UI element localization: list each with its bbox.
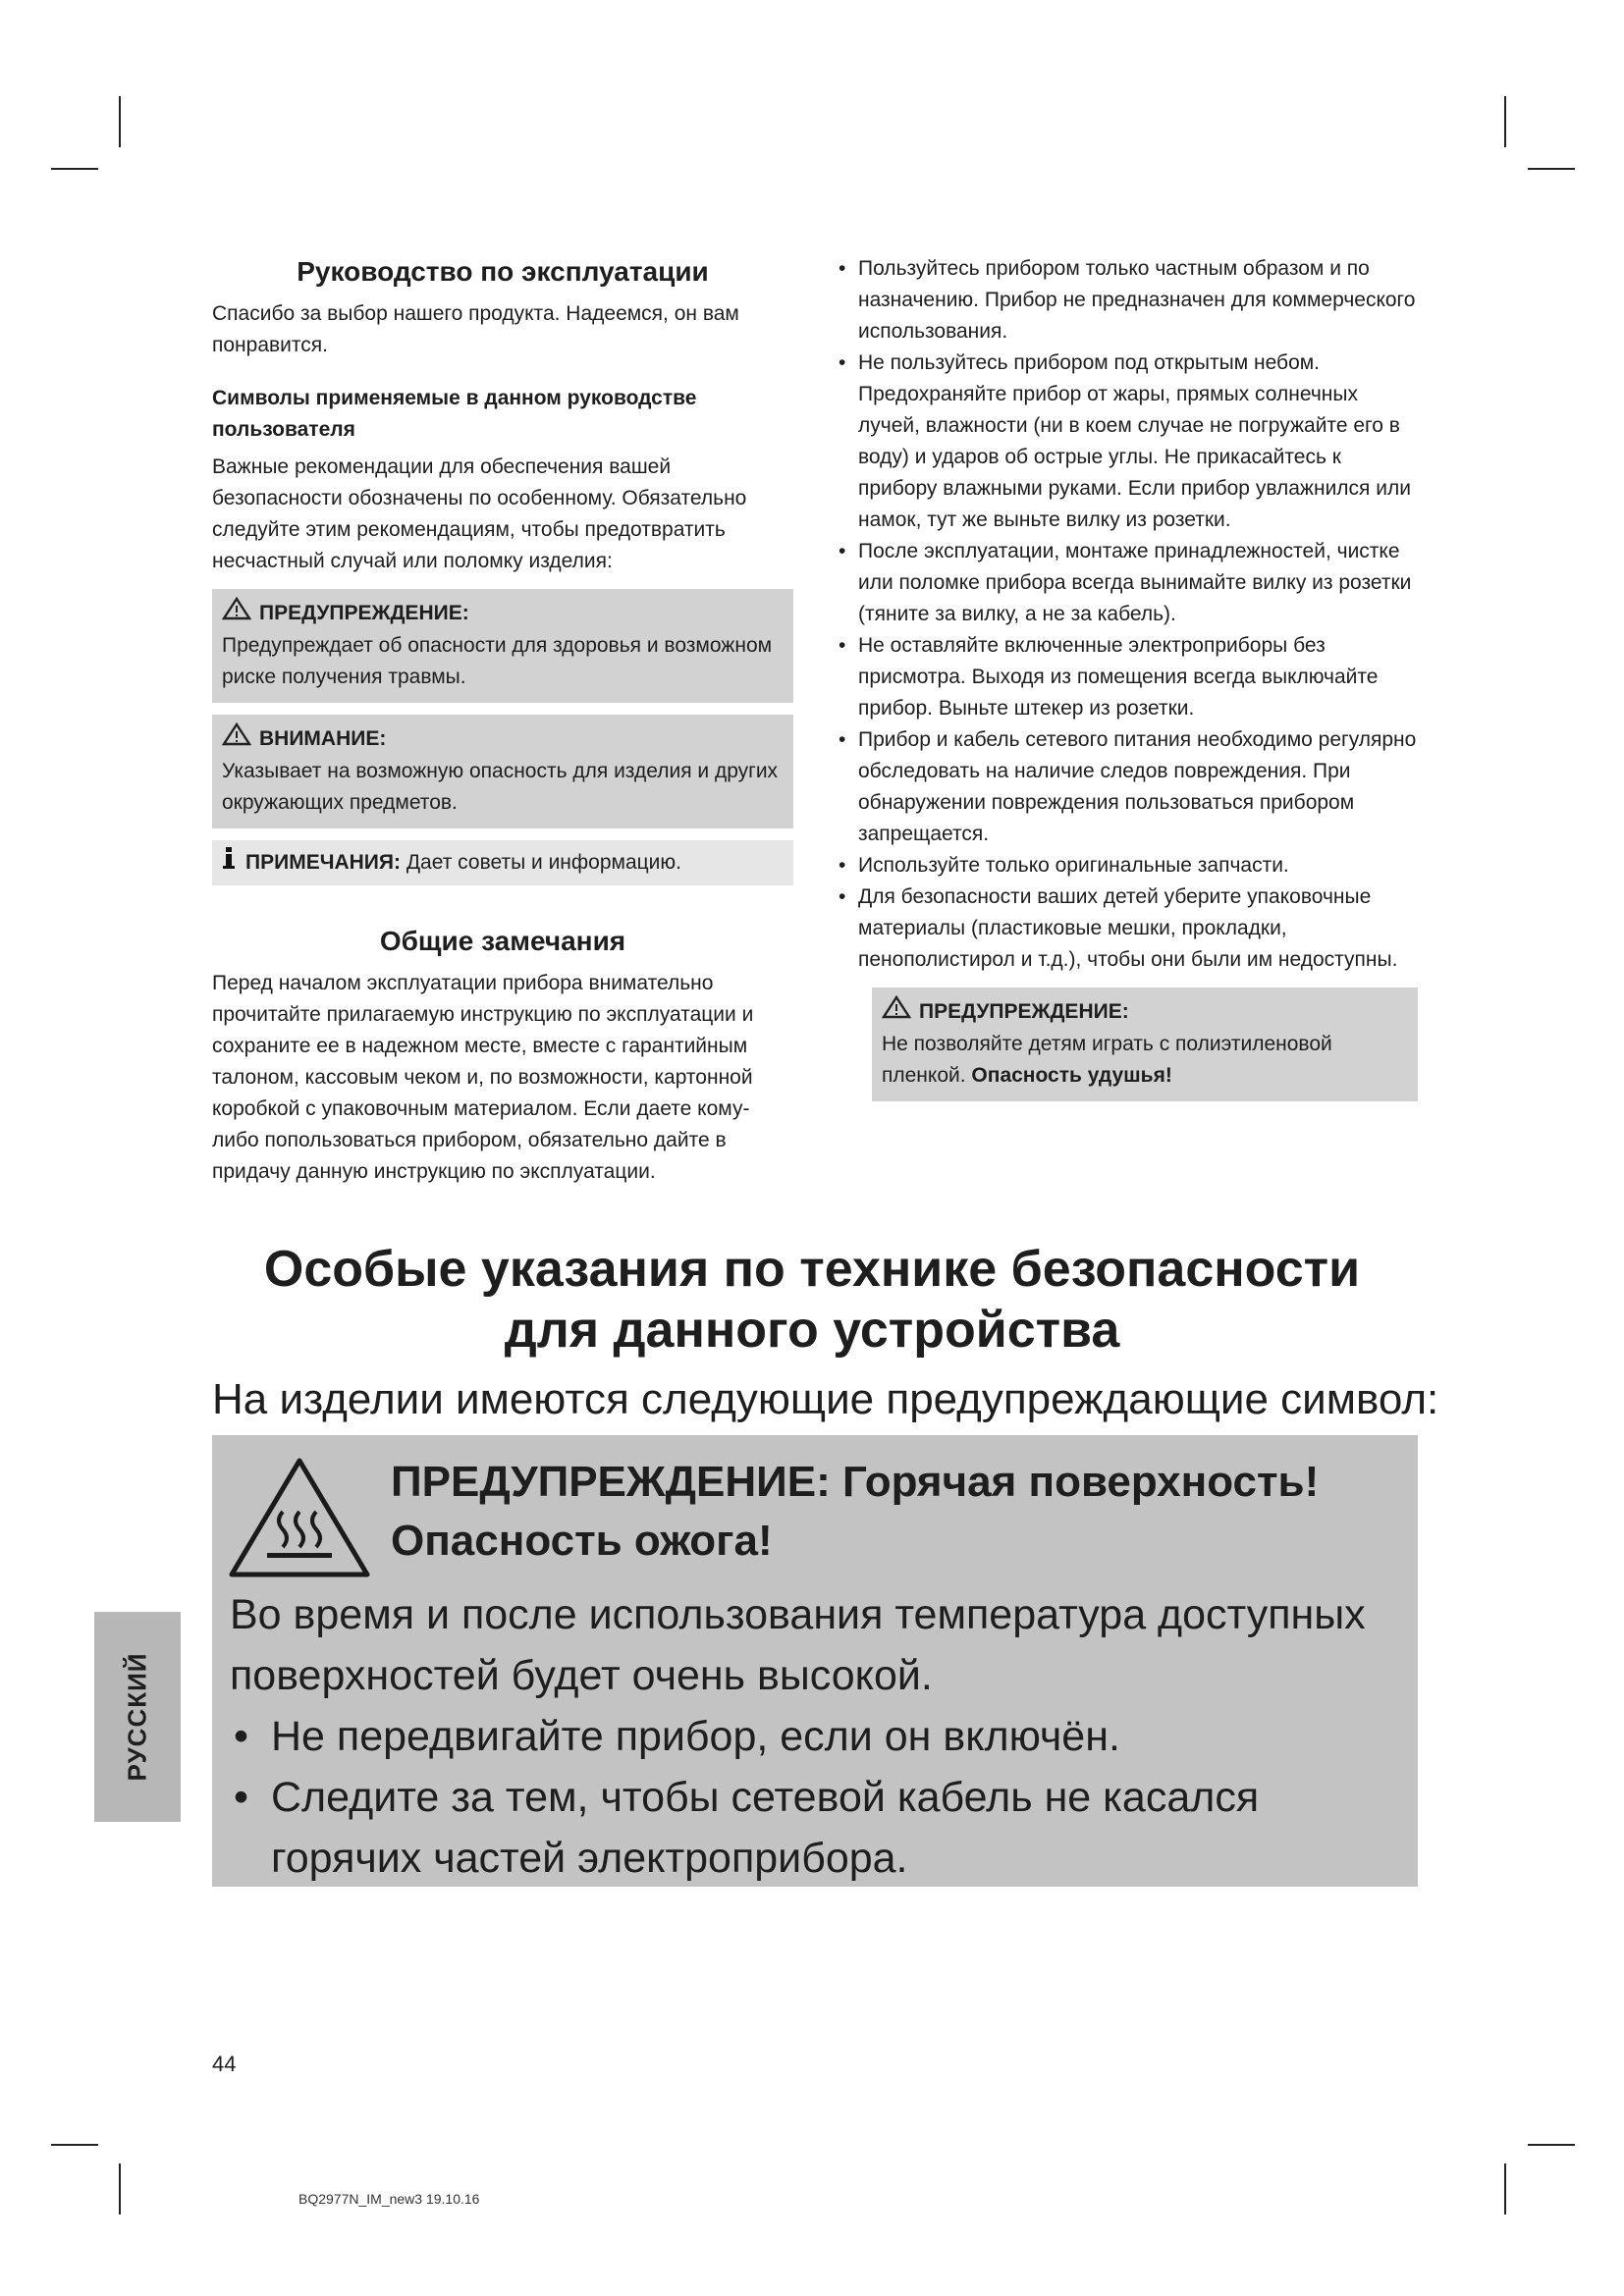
symbols-text: Важные рекомендации для обеспечения вашей безопасности обозначены по особенному. Обязательно следуйте этим рекомендациям, чтобы предотвратить несчастный случай или поломку изделия:	[212, 455, 747, 572]
packaging-warning-box	[872, 988, 1418, 1101]
hot-surface-warning-box	[212, 1435, 1418, 1887]
left-column	[212, 253, 793, 1188]
symbols-heading: Символы применяемые в данном руководстве пользователя	[212, 387, 697, 441]
print-footer: BQ2977N_IM_new3 19.10.16	[298, 2191, 480, 2207]
caution-box	[212, 715, 793, 828]
list-item: • После эксплуатации, монтаже принадлежностей, чистке или поломке прибора всегда вынимайте вилку из розетки (тяните за вилку, а не за кабель).	[837, 536, 1418, 630]
caution-label: ВНИМАНИЕ:	[259, 727, 387, 750]
hot-surface-title-line: ПРЕДУПРЕЖДЕНИЕ: Горячая поверхность!	[391, 1458, 1320, 1506]
hot-surface-text: Во время и после использования температура доступных поверхностей будет очень высокой.	[230, 1591, 1366, 1699]
warning-label: ПРЕДУПРЕЖДЕНИЕ:	[919, 1000, 1129, 1023]
intro-text: Спасибо за выбор нашего продукта. Надеемся, он вам понравится.	[212, 302, 739, 356]
hot-surface-icon	[226, 1455, 373, 1585]
hot-surface-body	[230, 1584, 1388, 1889]
note-text: Дает советы и информацию.	[406, 851, 682, 874]
crop-mark	[51, 168, 98, 170]
general-text: Перед началом эксплуатации прибора внимательно прочитайте прилагаемую инструкцию по эксплуатации и сохраните ее в надежном месте, вместе с гарантийным талоном, кассовым чеком и, по возможности, картонной коробкой с упаковочным материалом. Если даете кому-либо попользоваться прибором, обязательно дайте в придачу данную инструкцию по эксплуатации.	[212, 972, 754, 1183]
list-item: • Не пользуйтесь прибором под открытым небом. Предохраняйте прибор от жары, прямых солнечных лучей, влажности (ни в коем случае не погружайте его в воду) и ударов об острые углы. Не прикасайтесь к прибору влажными руками. Если прибор увлажнился или намок, тут же выньте вилку из розетки.	[837, 347, 1418, 536]
list-item: • Прибор и кабель сетевого питания необходимо регулярно обследовать на наличие следов повреждения. При обнаружении повреждения пользоваться прибором запрещается.	[837, 724, 1418, 850]
crop-mark	[119, 2163, 121, 2215]
warning-label: ПРЕДУПРЕЖДЕНИЕ:	[259, 602, 469, 624]
warning-triangle-icon	[882, 995, 911, 1029]
safety-title-line: для данного устройства	[504, 1302, 1120, 1359]
note-label: ПРИМЕЧАНИЯ:	[245, 851, 401, 874]
warning-emphasis: Опасность удушья!	[971, 1064, 1172, 1087]
warning-box	[212, 589, 793, 703]
crop-mark	[1504, 96, 1506, 147]
hot-surface-title-line: Опасность ожога!	[391, 1517, 773, 1565]
warning-text: Не позволяйте детям играть с полиэтиленовой пленкой.	[882, 1033, 1332, 1087]
list-item: • Используйте только оригинальные запчасти.	[837, 850, 1418, 881]
page-number: 44	[212, 2052, 237, 2076]
crop-mark	[1504, 2163, 1506, 2215]
caution-triangle-icon	[222, 722, 251, 756]
hot-surface-bullet-list	[230, 1706, 1388, 1889]
crop-mark	[51, 2144, 98, 2146]
list-item: • Не передвигайте прибор, если он включён.	[230, 1706, 1388, 1767]
general-title: Общие замечания	[379, 926, 626, 956]
language-tab-label: РУССКИЙ	[122, 1652, 152, 1782]
right-column	[837, 253, 1418, 1101]
safety-title-line: Особые указания по технике безопасности	[263, 1241, 1361, 1298]
hot-surface-title	[391, 1453, 1319, 1571]
list-item: • Пользуйтесь прибором только частным образом и по назначению. Прибор не предназначен для коммерческого использования.	[837, 253, 1418, 347]
safety-bullet-list	[837, 253, 1418, 976]
info-icon	[222, 846, 236, 880]
crop-mark	[1528, 168, 1575, 170]
crop-mark	[1528, 2144, 1575, 2146]
warning-triangle-icon	[222, 597, 251, 630]
note-box	[212, 840, 793, 885]
crop-mark	[119, 96, 121, 147]
safety-title	[0, 1239, 1624, 1361]
warning-text: Предупреждает об опасности для здоровья и возможном риске получения травмы.	[222, 634, 773, 688]
symbols-intro: На изделии имеются следующие предупреждающие символ:	[212, 1375, 1439, 1423]
manual-title: Руководство по эксплуатации	[297, 256, 709, 287]
caution-text: Указывает на возможную опасность для изделия и других окружающих предметов.	[222, 760, 779, 814]
list-item: • Следите за тем, чтобы сетевой кабель не касался горячих частей электроприбора.	[230, 1767, 1388, 1889]
list-item: • Для безопасности ваших детей уберите упаковочные материалы (пластиковые мешки, прокладки, пенополистирол и т.д.), чтобы они были им недоступны.	[837, 881, 1418, 976]
list-item: • Не оставляйте включенные электроприборы без присмотра. Выходя из помещения всегда выключайте прибор. Выньте штекер из розетки.	[837, 630, 1418, 724]
